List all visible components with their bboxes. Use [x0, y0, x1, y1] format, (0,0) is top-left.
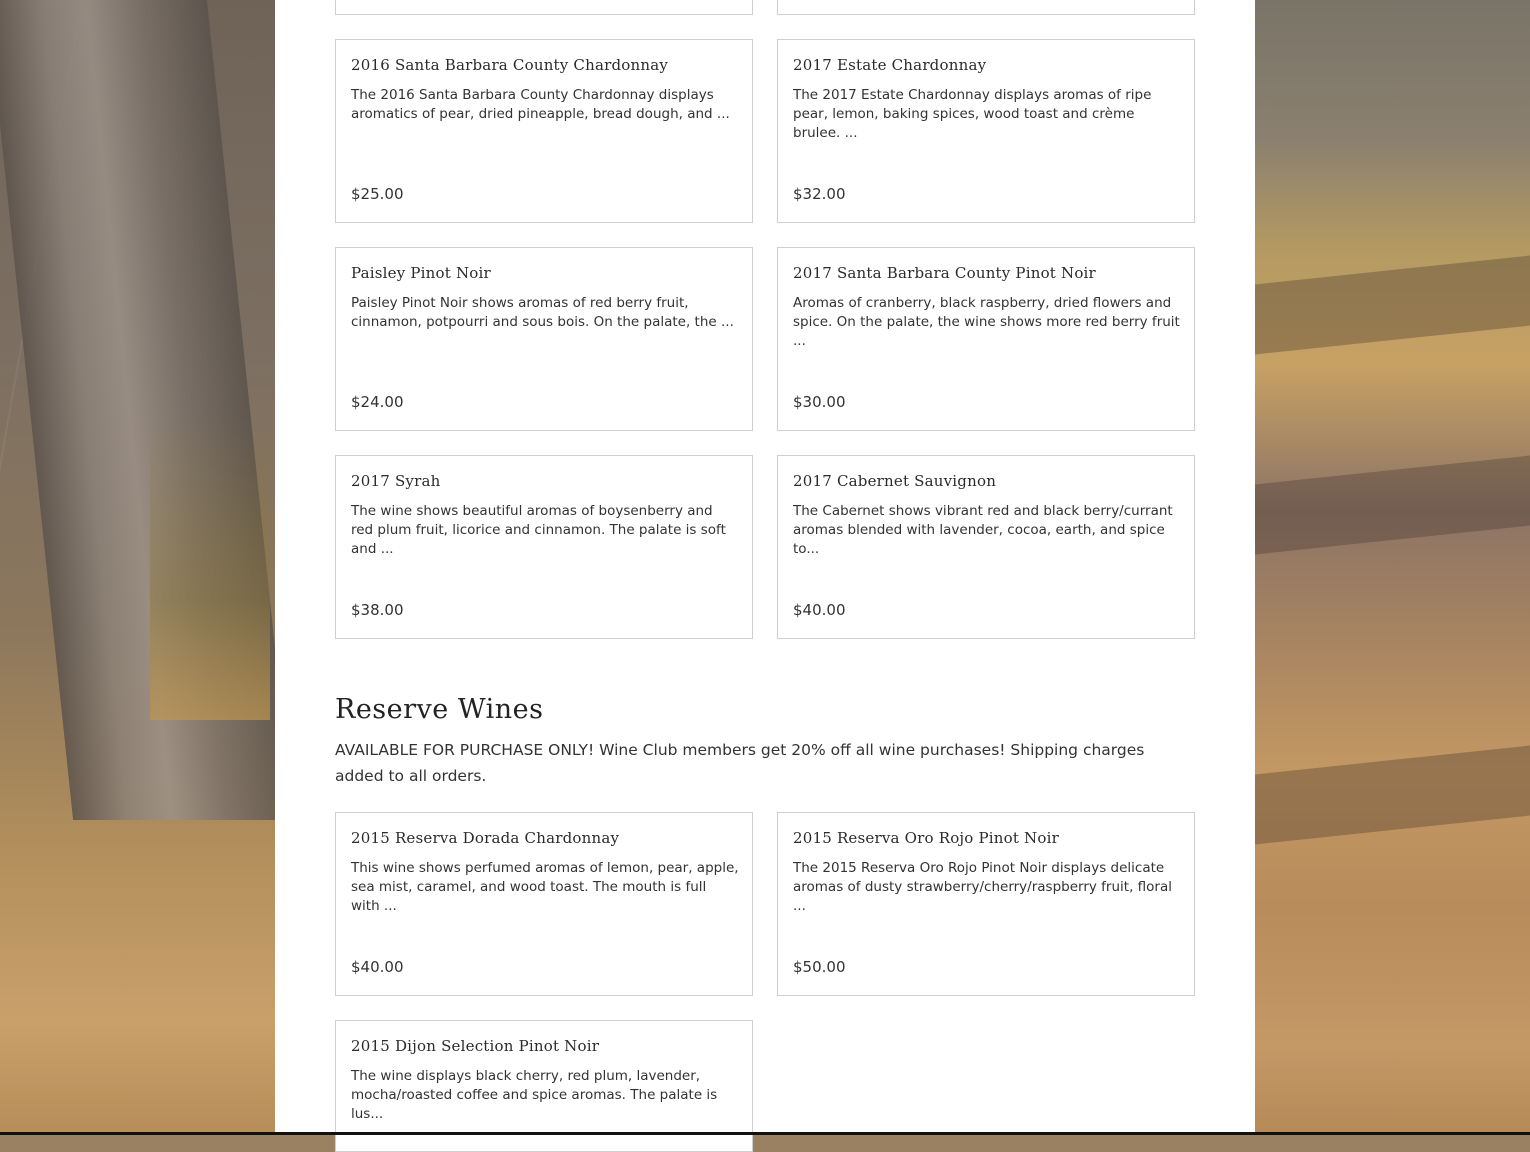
wine-card[interactable] — [335, 812, 753, 996]
wine-card[interactable] — [335, 247, 753, 431]
grass — [150, 420, 270, 720]
wine-price: $25.00 — [351, 185, 404, 203]
wine-name[interactable]: 2017 Estate Chardonnay — [793, 56, 987, 74]
wine-description: This wine shows perfumed aromas of lemon, pear, apple, sea mist, caramel, and wood toast. The mouth is full with ... — [351, 860, 739, 914]
wine-price: $40.00 — [793, 601, 846, 619]
wine-description: The 2015 Reserva Oro Rojo Pinot Noir displays delicate aromas of dusty strawberry/cherry/raspberry fruit, floral ... — [793, 860, 1172, 914]
wine-description: The 2017 Estate Chardonnay displays aromas of ripe pear, lemon, baking spices, wood toast and crème brulee. ... — [793, 87, 1152, 141]
wine-price: $40.00 — [351, 958, 404, 976]
wine-description: The Cabernet shows vibrant red and black berry/currant aromas blended with lavender, cocoa, earth, and spice to... — [793, 503, 1173, 557]
wine-card-partial[interactable] — [335, 0, 753, 15]
wine-description: The 2016 Santa Barbara County Chardonnay displays aromatics of pear, dried pineapple, bread dough, and ... — [351, 87, 730, 122]
wine-name[interactable]: Paisley Pinot Noir — [351, 264, 491, 282]
wine-description: Paisley Pinot Noir shows aromas of red berry fruit, cinnamon, potpourri and sous bois. On the palate, the ... — [351, 295, 734, 330]
section-note: AVAILABLE FOR PURCHASE ONLY! Wine Club members get 20% off all wine purchases! Shipping charges added to all orders. — [335, 741, 1145, 785]
wine-name[interactable]: 2017 Syrah — [351, 472, 441, 490]
wine-price: $32.00 — [793, 185, 846, 203]
wine-name[interactable]: 2015 Reserva Oro Rojo Pinot Noir — [793, 829, 1059, 847]
wine-card[interactable] — [335, 39, 753, 223]
wine-description: The wine displays black cherry, red plum, lavender, mocha/roasted coffee and spice aromas. The palate is lus... — [351, 1068, 718, 1122]
background-photo-left — [0, 0, 275, 1135]
wine-card-partial[interactable] — [777, 0, 1195, 15]
wine-price: $30.00 — [793, 393, 846, 411]
wine-name[interactable]: 2017 Santa Barbara County Pinot Noir — [793, 264, 1096, 282]
wine-card[interactable] — [335, 455, 753, 639]
wine-description: Aromas of cranberry, black raspberry, dried flowers and spice. On the palate, the wine shows more red berry fruit ... — [793, 295, 1180, 349]
wine-card[interactable] — [777, 247, 1195, 431]
wine-name[interactable]: 2015 Reserva Dorada Chardonnay — [351, 829, 620, 847]
bottom-edge — [0, 1132, 1530, 1135]
background-photo-right — [1255, 0, 1530, 1135]
wine-name[interactable]: 2015 Dijon Selection Pinot Noir — [351, 1037, 600, 1055]
main-content — [275, 0, 1255, 1135]
wine-card[interactable] — [777, 812, 1195, 996]
wine-price: $38.00 — [351, 601, 404, 619]
wine-price: $24.00 — [351, 393, 404, 411]
wine-name[interactable]: 2017 Cabernet Sauvignon — [793, 472, 997, 490]
wine-description: The wine shows beautiful aromas of boysenberry and red plum fruit, licorice and cinnamon. The palate is soft and ... — [351, 503, 726, 557]
wine-card[interactable] — [777, 39, 1195, 223]
wine-card[interactable] — [777, 455, 1195, 639]
wine-price: $50.00 — [793, 958, 846, 976]
wine-name[interactable]: 2016 Santa Barbara County Chardonnay — [351, 56, 669, 74]
section-title: Reserve Wines — [335, 694, 544, 725]
